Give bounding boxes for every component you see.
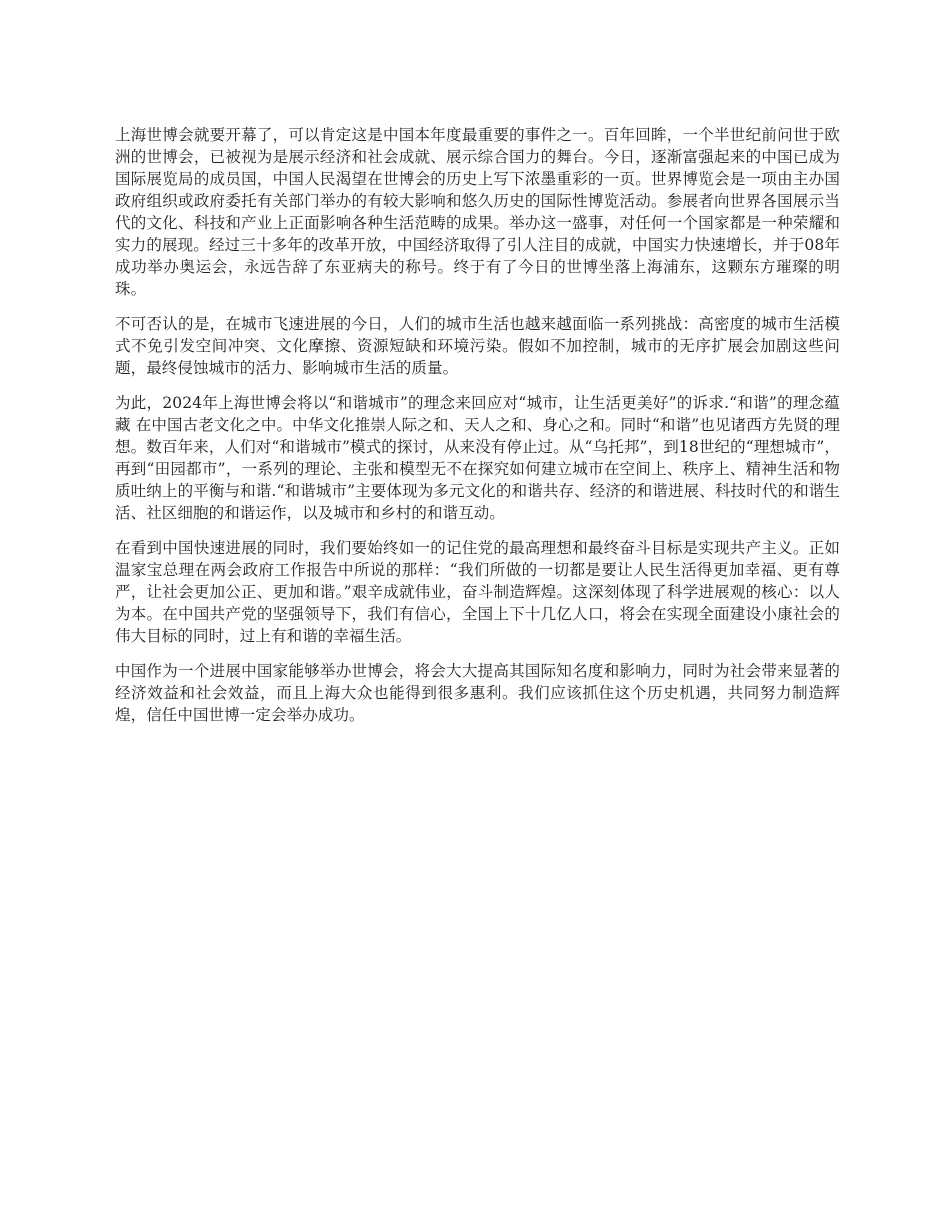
paragraph-2: 不可否认的是，在城市飞速进展的今日，人们的城市生活也越来越面临一系列挑战：高密度的城市生活模式不免引发空间冲突、文化摩擦、资源短缺和环境污染。假如不加控制，城市的无序扩展会加剧这些问题，最终侵蚀城市的活力、影响城市生活的质量。: [115, 315, 840, 377]
document-body: [115, 124, 840, 739]
paragraph-3: 为此，2024年上海世博会将以“和谐城市”的理念来回应对“城市，让生活更美好”的诉求.“和谐”的理念蕴藏 在中国古老文化之中。中华文化推崇人际之和、天人之和、身心之和。同时“和谐”也见诸西方先贤的理想。数百年来，人们对“和谐城市”模式的探讨，从来没有停止过。从“乌托邦”，到18世纪的“理想城市”，再到“田园都市”，一系列的理论、主张和模型无不在探究如何建立城市在空间上、秩序上、精神生活和物质吐纳上的平衡与和谐.“和谐城市”主要体现为多元文化的和谐共存、经济的和谐进展、科技时代的和谐生活、社区细胞的和谐运作，以及城市和乡村的和谐互动。: [115, 394, 840, 522]
paragraph-4: 在看到中国快速进展的同时，我们要始终如一的记住党的最高理想和最终奋斗目标是实现共产主义。正如温家宝总理在两会政府工作报告中所说的那样：“我们所做的一切都是要让人民生活得更加幸福、更有尊严，让社会更加公正、更加和谐。”艰辛成就伟业，奋斗制造辉煌。这深刻体现了科学进展观的核心：以人为本。在中国共产党的坚强领导下，我们有信心，全国上下十几亿人口，将会在实现全面建设小康社会的伟大目标的同时，过上有和谐的幸福生活。: [115, 539, 840, 645]
paragraph-5: 中国作为一个进展中国家能够举办世博会，将会大大提高其国际知名度和影响力，同时为社会带来显著的经济效益和社会效益，而且上海大众也能得到很多惠利。我们应该抓住这个历史机遇，共同努力制造辉煌，信任中国世博一定会举办成功。: [115, 662, 840, 724]
paragraph-1: 上海世博会就要开幕了，可以肯定这是中国本年度最重要的事件之一。百年回眸，一个半世纪前问世于欧洲的世博会，已被视为是展示经济和社会成就、展示综合国力的舞台。今日，逐渐富强起来的中国已成为国际展览局的成员国，中国人民渴望在世博会的历史上写下浓墨重彩的一页。世界博览会是一项由主办国政府组织或政府委托有关部门举办的有较大影响和悠久历史的国际性博览活动。参展者向世界各国展示当代的文化、科技和产业上正面影响各种生活范畴的成果。举办这一盛事，对任何一个国家都是一种荣耀和实力的展现。经过三十多年的改革开放，中国经济取得了引人注目的成就，中国实力快速增长，并于08年成功举办奥运会，永远告辞了东亚病夫的称号。终于有了今日的世博坐落上海浦东，这颗东方璀璨的明珠。: [115, 126, 840, 298]
